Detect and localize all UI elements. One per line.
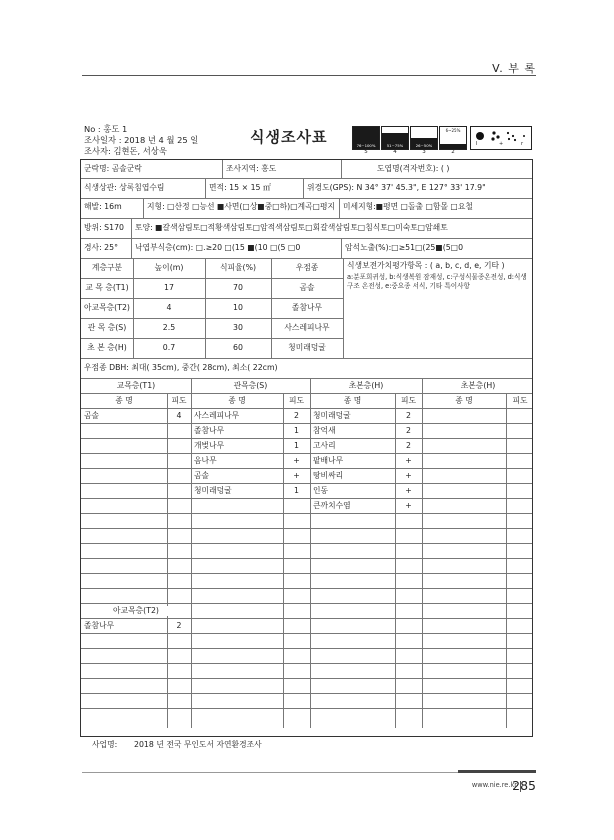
layer-name: 관 목 층(S) <box>87 323 127 332</box>
h-cover: 2 <box>406 411 411 420</box>
col-cover: 피도 <box>400 396 417 405</box>
coverage-box-5 <box>352 126 380 150</box>
col-cover: 피도 <box>288 396 305 405</box>
conservation-title: 식생보전가치평가항목 : ( a, b, c, d, e, 기타 ) <box>347 261 505 270</box>
plot-area: 면적: 15 × 15 ㎡ <box>209 183 271 192</box>
terrain: 지형: □산정 □능선 ■사면(□상■중□하)□계곡□평지 <box>147 202 336 211</box>
dots-icon <box>492 131 495 134</box>
s-species: 곰솔 <box>194 471 210 480</box>
coverage-num: 4 <box>393 149 397 155</box>
layer-name: 초 본 층(H) <box>87 343 127 352</box>
layer-height: 0.7 <box>162 343 176 352</box>
survey-no: No : 홍도 1 <box>84 124 128 134</box>
s-species: 청미래덩굴 <box>194 486 232 495</box>
h-cover: + <box>405 486 412 495</box>
s-cover: 1 <box>294 441 299 450</box>
h-species: 청미래덩굴 <box>313 411 351 420</box>
header-rule <box>82 75 536 76</box>
h-cover: + <box>405 471 412 480</box>
sheet-title: 식생조사표 <box>250 128 328 146</box>
coverage-num: 3 <box>422 149 426 155</box>
layer-header: 우점종 <box>295 263 319 272</box>
physiognomy: 식생상관: 상록침엽수림 <box>84 183 165 192</box>
cluster-dot-icon <box>476 132 484 140</box>
layer-height: 17 <box>164 283 174 292</box>
coverage-label: 51~75% <box>383 143 407 148</box>
layer-height: 4 <box>166 303 172 312</box>
t1-cover: 4 <box>176 411 182 420</box>
aspect: 방위: S170 <box>84 223 124 232</box>
s-species: 사스레피나무 <box>194 411 240 420</box>
single-dot-icon <box>523 135 525 137</box>
coverage-num: 5 <box>364 149 368 155</box>
altitude: 해발: 16m <box>84 202 122 211</box>
layer-cover: 70 <box>233 283 243 292</box>
t2-species: 졸참나무 <box>84 621 115 630</box>
legend-r: r <box>521 141 524 147</box>
col-species: 종 명 <box>455 396 473 405</box>
h-species: 고사리 <box>313 441 336 450</box>
slope: 경사: 25° <box>84 243 118 252</box>
legend-I: I <box>476 141 478 147</box>
surveyors: 조사자: 김현돈, 서상욱 <box>84 146 167 156</box>
layer-header: 높이(m) <box>154 263 184 272</box>
layer-cover: 60 <box>233 343 243 352</box>
coverage-box-3 <box>410 126 438 150</box>
layer-cover: 30 <box>233 323 243 332</box>
layer-height: 2.5 <box>162 323 176 332</box>
scatter-icon <box>507 132 509 134</box>
survey-date: 조사일자 : 2018 년 4 월 25 일 <box>84 135 199 145</box>
coverage-box-2 <box>439 126 467 150</box>
col-species: 종 명 <box>115 396 133 405</box>
layer-dominant: 청미래덩굴 <box>288 343 326 352</box>
s-cover: + <box>293 471 300 480</box>
col-cover: 피도 <box>171 396 187 405</box>
layer-name: 아교목층(T2) <box>84 303 130 312</box>
conservation-desc: a:분포희귀성, b:식생복원 잠재성, c:구성식물종온전성, d:식생구조 온전성, e:중요종 서식, 기타 특이사항 <box>347 273 527 290</box>
species-layer-header: 관목층(S) <box>233 381 268 390</box>
species-layer-header: 초본층(H) <box>348 381 384 390</box>
s-species: 음나무 <box>194 456 217 465</box>
h-cover: + <box>405 501 412 510</box>
footer-accent-bar <box>458 770 536 773</box>
community-name: 군락명: 곰솔군락 <box>84 164 142 173</box>
s-cover: 1 <box>294 426 299 435</box>
species-layer-header: 교목층(T1) <box>116 381 156 390</box>
distribution-legend <box>470 126 532 150</box>
t2-cover: 2 <box>176 621 182 630</box>
dominant-dbh: 우점종 DBH: 최대( 35cm), 중간( 28cm), 최소( 22cm) <box>84 363 278 372</box>
legend-plus: + <box>499 141 504 147</box>
coverage-num: 2 <box>451 149 455 155</box>
h-species: 큰까치수염 <box>313 501 351 510</box>
h-species: 인동 <box>313 486 329 495</box>
col-species: 종 명 <box>343 396 362 405</box>
survey-sheet <box>80 159 533 737</box>
s-species: 개벚나무 <box>194 441 225 450</box>
s-cover: 2 <box>294 411 299 420</box>
layer-dominant: 졸참나무 <box>291 303 323 312</box>
coverage-label: 76~100% <box>354 143 378 148</box>
soil-type: 토양: ■갈색삼림토□적황색삼림토□암적색삼림토□회갈색삼림토□침식토□미숙토□암쇄토 <box>135 223 448 232</box>
micro-terrain: 미세지형:■평면 □돌출 □함몰 □요철 <box>343 202 473 211</box>
layer-header: 식피율(%) <box>219 263 257 272</box>
survey-region: 조사지역: 홍도 <box>226 164 277 173</box>
section-title: V. 부 록 <box>492 62 536 75</box>
col-cover: 피도 <box>512 396 528 405</box>
s-cover: 1 <box>294 486 299 495</box>
h-species: 팥배나무 <box>313 456 344 465</box>
species-layer-header: 초본층(H) <box>460 381 496 390</box>
project-name: 2018 년 전국 무인도서 자연환경조사 <box>134 740 262 749</box>
h-species: 땅비싸리 <box>313 471 344 480</box>
t2-label: 아교목층(T2) <box>81 606 191 616</box>
s-cover: + <box>293 456 300 465</box>
layer-name: 교 목 층(T1) <box>85 283 129 292</box>
h-cover: 2 <box>406 426 411 435</box>
coverage-box-4 <box>381 126 409 150</box>
col-species: 종 명 <box>228 396 246 405</box>
coverage-label: 26~50% <box>412 143 436 148</box>
map-number: 도엽명(격자번호): ( ) <box>377 164 450 173</box>
layer-header: 계층구분 <box>91 263 123 272</box>
h-species: 참억새 <box>313 426 336 435</box>
project-label: 사업명: <box>92 740 118 749</box>
h-cover: + <box>405 456 412 465</box>
layer-dominant: 사스레피나무 <box>284 323 330 332</box>
s-species: 졸참나무 <box>194 426 225 435</box>
t1-species: 곰솔 <box>84 411 100 420</box>
coverage-label: 6~25% <box>445 128 461 133</box>
h-cover: 2 <box>406 441 411 450</box>
rock-exposure: 암석노출(%):□≥51□(25■(5□0 <box>345 243 464 252</box>
page-number: 285 <box>512 778 536 793</box>
layer-dominant: 곰솔 <box>299 283 315 292</box>
layer-cover: 10 <box>233 303 243 312</box>
gps: 위경도(GPS): N 34° 37' 45.3", E 127° 33' 17.9" <box>307 183 486 192</box>
footer-url: www.nie.re.kr <box>471 781 517 789</box>
litter-layer: 낙엽부식층(cm): □.≥20 □(15 ■(10 □(5 □0 <box>135 243 301 252</box>
